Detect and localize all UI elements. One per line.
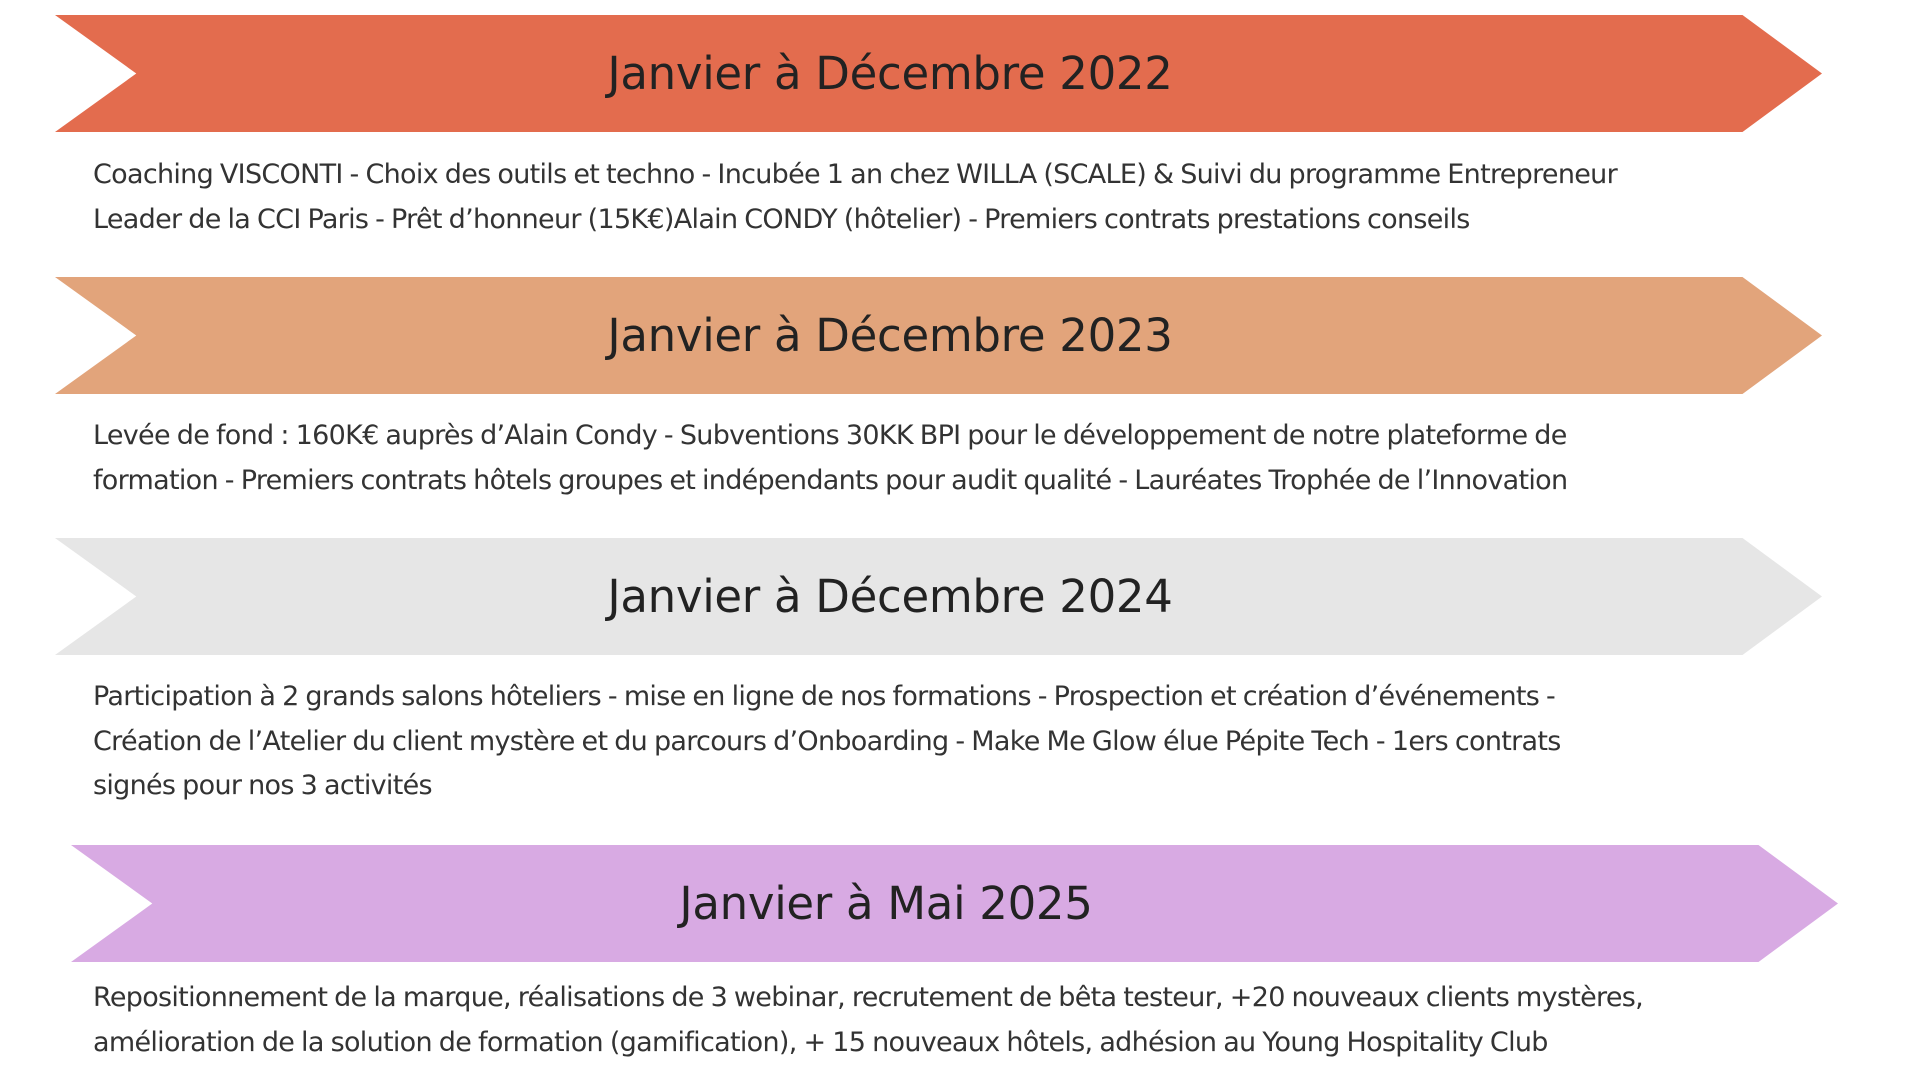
description-line: Leader de la CCI Paris - Prêt d’honneur (15K€)Alain CONDY (hôtelier) - Premiers contrats prestations conseils [93,203,1470,235]
timeline-title-text: Janvier à Décembre 2023 [607,309,1173,362]
timeline-description-2025 [93,976,1893,1065]
timeline-title-2022 [55,15,1725,132]
description-line: Coaching VISCONTI - Choix des outils et techno - Incubée 1 an chez WILLA (SCALE) & Suivi du programme Entrepreneur [93,159,1617,190]
description-line: Participation à 2 grands salons hôteliers - mise en ligne de nos formations - Prospection et création d’événements - [93,681,1556,712]
timeline-title-2025 [71,845,1701,962]
description-line: Création de l’Atelier du client mystère et du parcours d’Onboarding - Make Me Glow élue Pépite Tech - 1ers contrats [93,725,1561,757]
timeline-description-2022 [93,153,1893,242]
timeline-title-text: Janvier à Décembre 2022 [607,47,1173,100]
timeline-description-2024 [93,675,1893,809]
timeline-title-text: Janvier à Mai 2025 [679,877,1093,930]
timeline-description-2023 [93,414,1893,503]
timeline-title-2023 [55,277,1725,394]
timeline-title-text: Janvier à Décembre 2024 [607,570,1173,623]
description-line: formation - Premiers contrats hôtels groupes et indépendants pour audit qualité - Lauréates Trophée de l’Innovation [93,464,1568,496]
description-line: signés pour nos 3 activités [93,770,432,801]
description-line: Levée de fond : 160K€ auprès d’Alain Condy - Subventions 30KK BPI pour le développement de notre plateforme de [93,420,1567,451]
description-line: amélioration de la solution de formation (gamification), + 15 nouveaux hôtels, adhésion au Young Hospitality Club [93,1026,1548,1058]
timeline-title-2024 [55,538,1725,655]
description-line: Repositionnement de la marque, réalisations de 3 webinar, recrutement de bêta testeur, +20 nouveaux clients mystères, [93,982,1644,1013]
